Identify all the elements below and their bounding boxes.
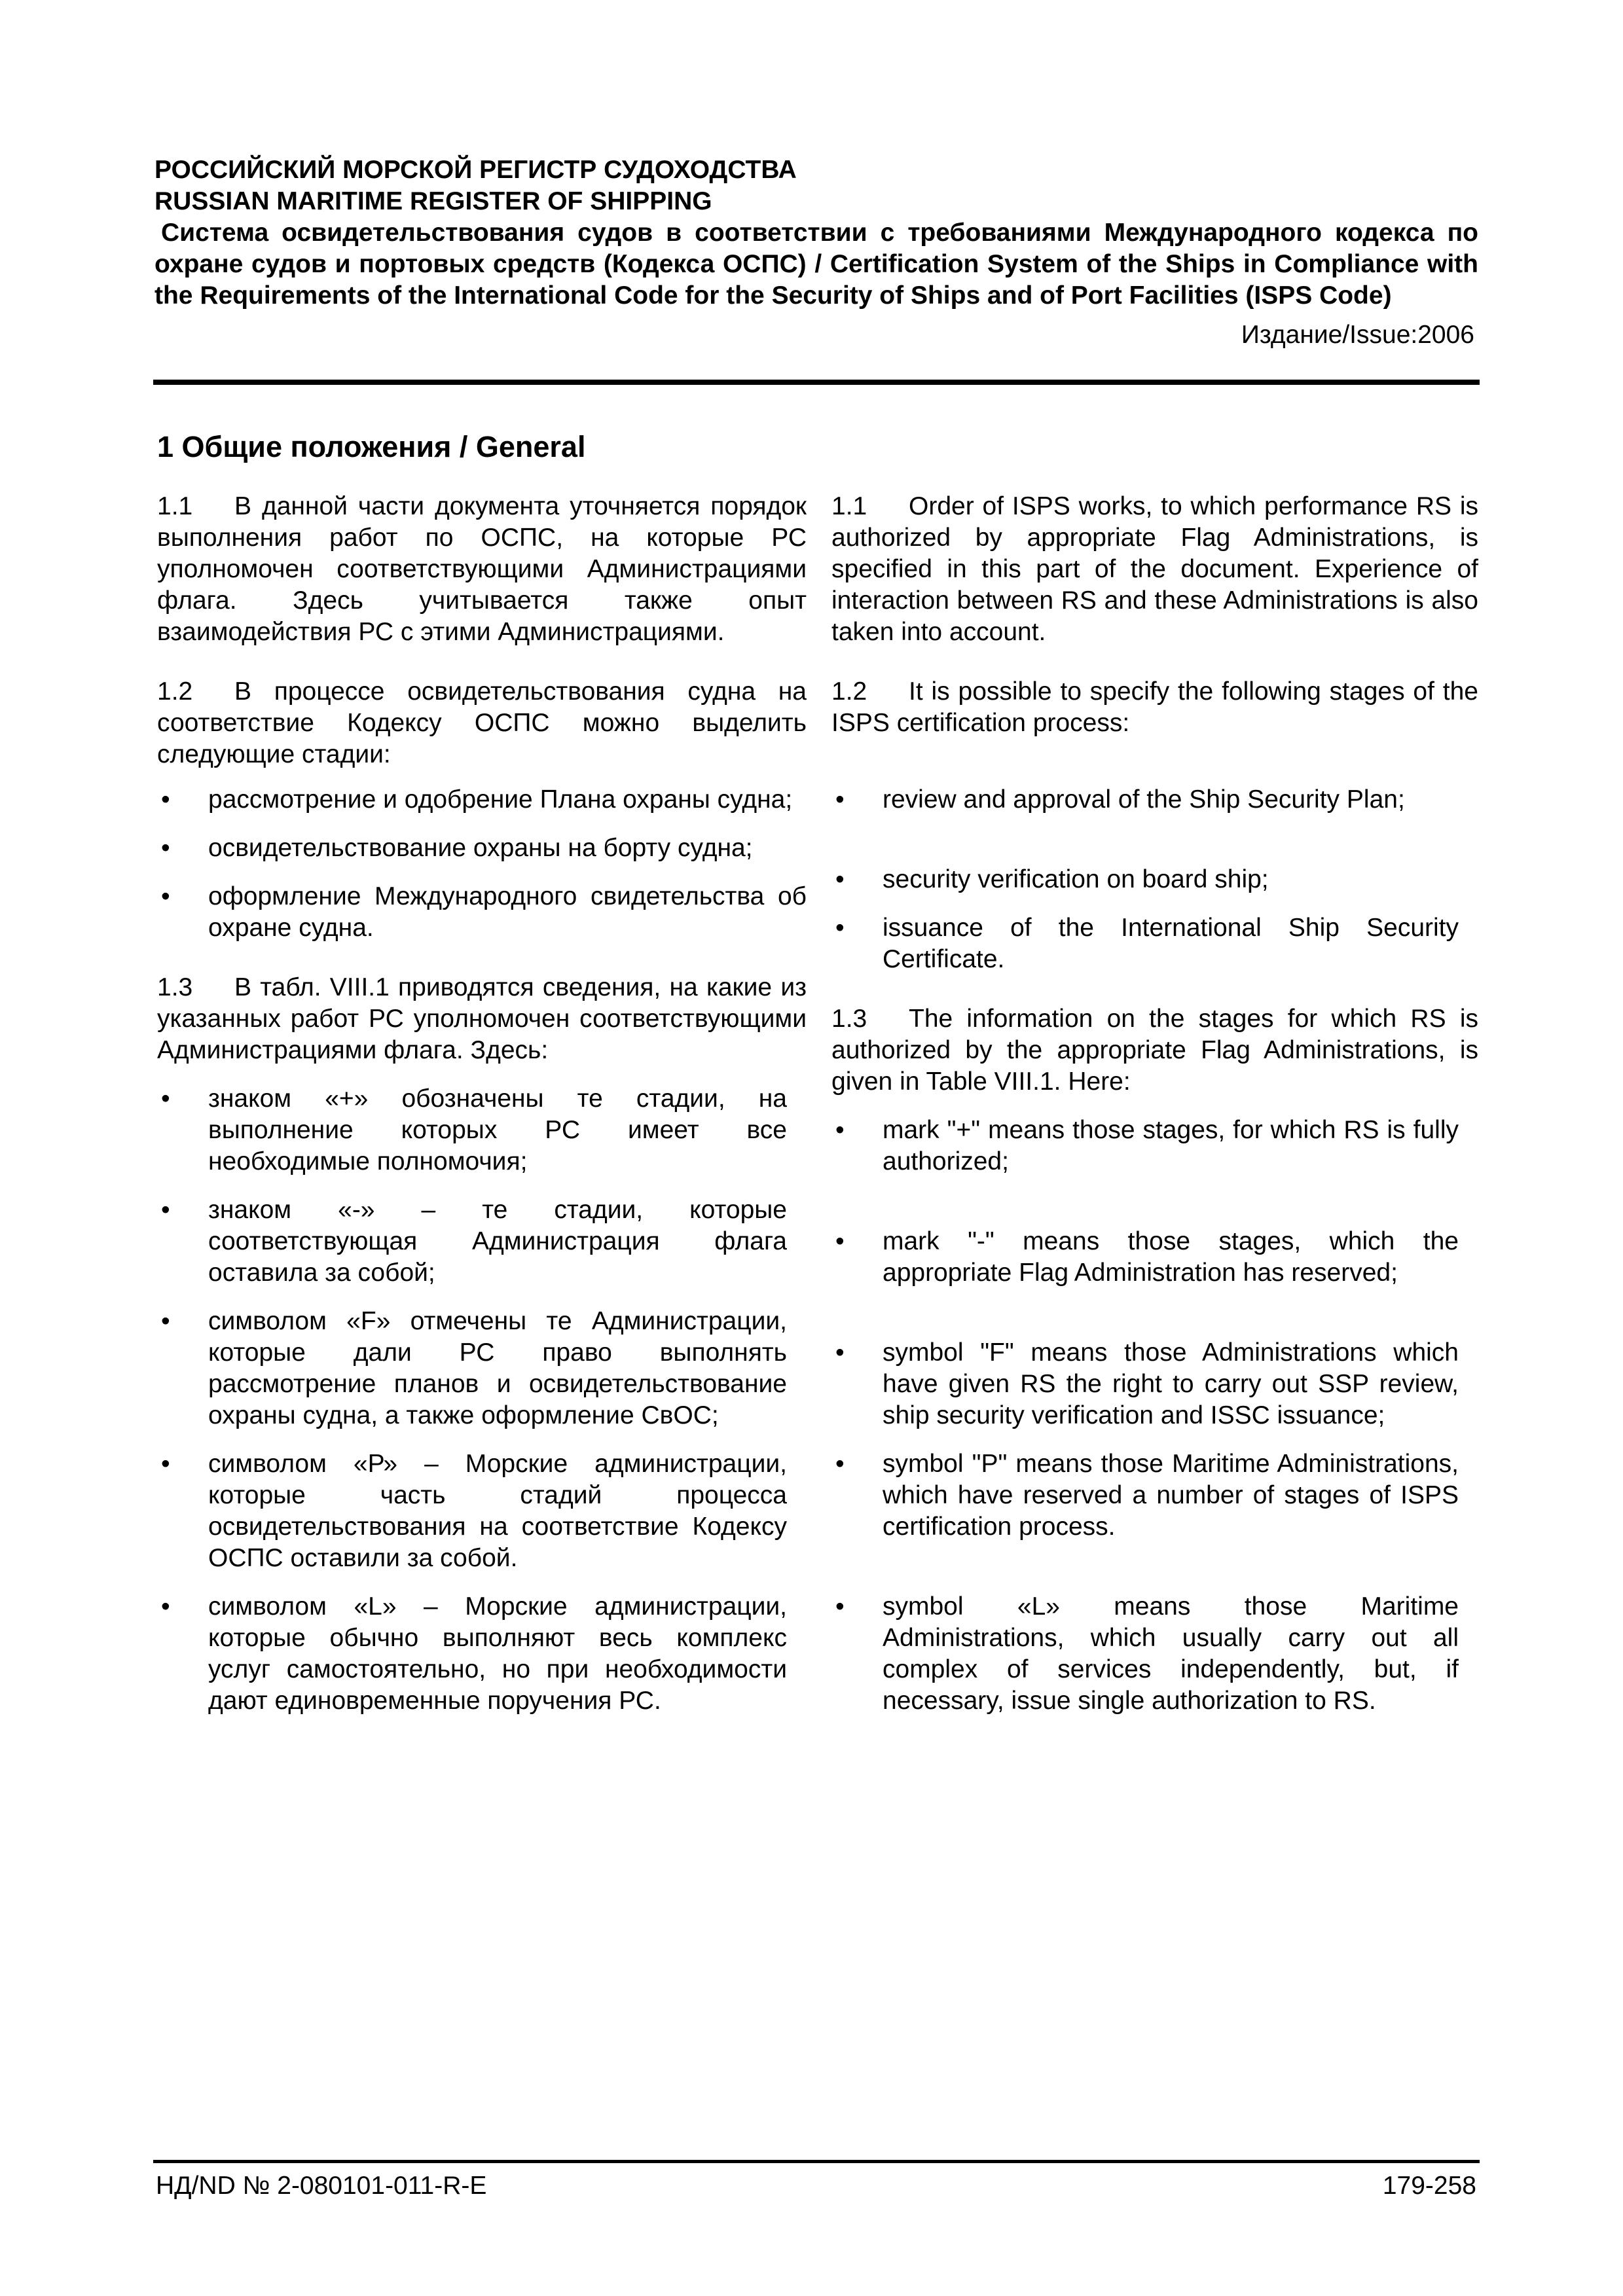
bullet-icon: • xyxy=(161,882,170,910)
stages-list-en xyxy=(831,784,1478,975)
english-column xyxy=(831,491,1478,1717)
paragraph-1-1-en xyxy=(831,491,1478,648)
list-item xyxy=(831,1337,1478,1431)
list-item-text: security verification on board ship; xyxy=(883,865,1269,893)
paragraph-1-3-en xyxy=(831,1003,1478,1098)
paragraph-1-2-ru xyxy=(157,676,807,770)
list-item xyxy=(157,1591,807,1717)
list-item-text: символом «L» – Морские администрации, которые обычно выполняют весь комплекс услуг самостоятельно, но при необходимости дают единовременные поручения РС. xyxy=(208,1592,787,1715)
paragraph-text: The information on the stages for which RS is authorized by the appropriate Flag Administrations, is given in Table VIII.1. Here: xyxy=(831,1005,1478,1096)
bullet-icon: • xyxy=(161,1196,170,1224)
list-item-text: освидетельствование охраны на борту судна; xyxy=(208,834,753,862)
list-item-text: знаком «-» – те стадии, которые соответствующая Администрация флага оставила за собой; xyxy=(208,1196,787,1287)
bullet-icon: • xyxy=(161,1450,170,1478)
list-item-text: issuance of the International Ship Security Certificate. xyxy=(883,914,1459,973)
list-item xyxy=(157,881,807,944)
list-item-text: symbol «L» means those Maritime Administrations, which usually carry out all complex of services independently, but, if necessary, issue single authorization to RS. xyxy=(883,1592,1459,1715)
paragraph-number: 1.1 xyxy=(831,492,867,520)
bullet-icon: • xyxy=(835,785,845,814)
list-item-text: оформление Международного свидетельства об охране судна. xyxy=(208,882,807,942)
paragraph-text: В табл. VIII.1 приводятся сведения, на какие из указанных работ РС уполномочен соответствующими Администрациями флага. Здесь: xyxy=(157,973,807,1064)
list-item-text: символом «F» отмечены те Администрации, которые дали РС право выполнять рассмотрение планов и освидетельствование охраны судна, а также оформление СвОС; xyxy=(208,1307,787,1429)
document-number: НД/ND № 2-080101-011-R-E xyxy=(156,2172,487,2200)
header-divider xyxy=(153,380,1480,385)
list-item-text: mark "-" means those stages, which the appropriate Flag Administration has reserved; xyxy=(883,1227,1459,1287)
list-item xyxy=(831,912,1478,975)
list-item xyxy=(831,1115,1478,1209)
footer-divider xyxy=(153,2160,1480,2163)
list-item-text: review and approval of the Ship Security Plan; xyxy=(883,785,1405,814)
list-item xyxy=(157,1083,807,1177)
list-item-text: symbol "P" means those Maritime Administrations, which have reserved a number of stages of ISPS certification process. xyxy=(883,1450,1459,1541)
list-item xyxy=(831,784,1478,816)
list-item xyxy=(157,1448,807,1574)
list-item xyxy=(157,1306,807,1431)
bullet-icon: • xyxy=(161,834,170,862)
list-item xyxy=(831,1226,1478,1320)
list-item-text: symbol "F" means those Administrations which have given RS the right to carry out SSP review, ship security verification and ISSC issuance; xyxy=(883,1338,1459,1429)
list-item-text: знаком «+» обозначены те стадии, на выполнение которых РС имеет все необходимые полномочия; xyxy=(208,1085,787,1175)
bullet-icon: • xyxy=(835,1592,845,1621)
list-item xyxy=(831,1591,1478,1717)
list-item xyxy=(831,864,1478,895)
list-item-text: символом «Р» – Морские администрации, которые часть стадий процесса освидетельствования на соответствие Кодексу ОСПС оставили за собой. xyxy=(208,1450,787,1572)
paragraph-number: 1.2 xyxy=(157,677,193,706)
marks-list-ru xyxy=(157,1083,807,1717)
list-item-text: mark "+" means those stages, for which RS is fully authorized; xyxy=(883,1116,1459,1175)
bullet-icon: • xyxy=(835,865,845,893)
paragraph-number: 1.3 xyxy=(831,1005,867,1033)
marks-list-en xyxy=(831,1115,1478,1717)
paragraph-1-3-ru xyxy=(157,972,807,1066)
paragraph-text: Order of ISPS works, to which performance RS is authorized by appropriate Flag Administrations, is specified in this part of the document. Experience of interaction between RS and these Administrations is also taken into account. xyxy=(831,492,1478,646)
list-item xyxy=(157,784,807,816)
russian-column xyxy=(157,491,807,1717)
paragraph-number: 1.1 xyxy=(157,492,193,520)
list-item xyxy=(157,1194,807,1289)
bullet-icon: • xyxy=(161,1592,170,1621)
issue-label: Издание/Issue:2006 xyxy=(1241,321,1474,349)
organization-name-ru: РОССИЙСКИЙ МОРСКОЙ РЕГИСТР СУДОХОДСТВА xyxy=(155,156,797,184)
list-item xyxy=(157,833,807,864)
bullet-icon: • xyxy=(835,914,845,942)
paragraph-text: It is possible to specify the following stages of the ISPS certification process: xyxy=(831,677,1478,737)
paragraph-1-1-ru xyxy=(157,491,807,648)
list-item xyxy=(831,1448,1478,1574)
organization-name-en: RUSSIAN MARITIME REGISTER OF SHIPPING xyxy=(155,187,712,215)
section-heading: 1 Общие положения / General xyxy=(157,430,586,463)
bullet-icon: • xyxy=(835,1450,845,1478)
bullet-icon: • xyxy=(161,1307,170,1335)
paragraph-text: В процессе освидетельствования судна на соответствие Кодексу ОСПС можно выделить следующие стадии: xyxy=(157,677,807,768)
document-header xyxy=(155,154,1478,351)
paragraph-number: 1.2 xyxy=(831,677,867,706)
bullet-icon: • xyxy=(161,785,170,814)
stages-list-ru xyxy=(157,784,807,944)
page-number: 179-258 xyxy=(1382,2172,1476,2200)
bullet-icon: • xyxy=(835,1116,845,1144)
document-title: Система освидетельствования судов в соответствии с требованиями Международного кодекса по охране судов и портовых средств (Кодекса ОСПС) / Certification System of the Ships in Compliance with the Requirements of the International Code for the Security of Ships and of Port Facilities (ISPS Code) xyxy=(155,219,1478,310)
list-item-text: рассмотрение и одобрение Плана охраны судна; xyxy=(208,785,793,814)
bullet-icon: • xyxy=(835,1338,845,1367)
bullet-icon: • xyxy=(835,1227,845,1255)
paragraph-number: 1.3 xyxy=(157,973,193,1001)
paragraph-text: В данной части документа уточняется порядок выполнения работ по ОСПС, на которые РС уполномочен соответствующими Администрациями флага. Здесь учитывается также опыт взаимодействия РС с этими Администрациями. xyxy=(157,492,807,646)
paragraph-1-2-en xyxy=(831,676,1478,739)
bullet-icon: • xyxy=(161,1085,170,1113)
